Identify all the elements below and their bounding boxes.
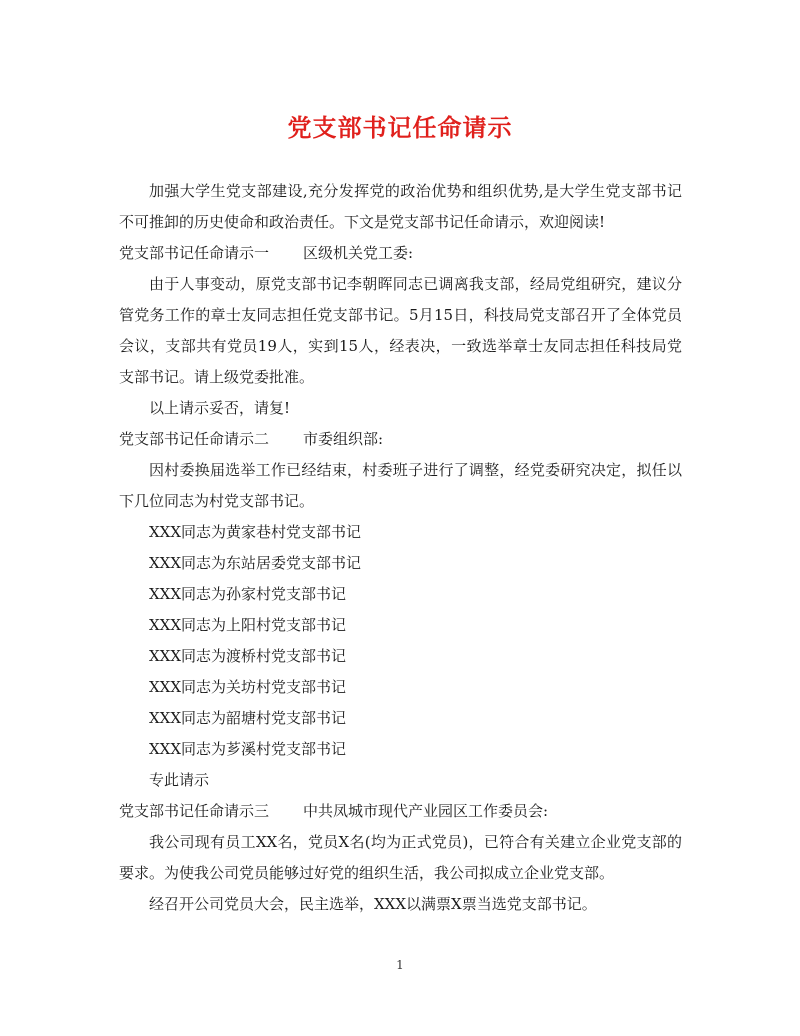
section-closing-2: 专此请示: [149, 771, 210, 789]
list-item: XXX同志为韶塘村党支部书记: [149, 709, 347, 727]
list-item: XXX同志为芗溪村党支部书记: [149, 740, 347, 758]
list-item: XXX同志为渡桥村党支部书记: [149, 647, 347, 665]
list-item: XXX同志为黄家巷村党支部书记: [149, 523, 362, 541]
section-heading-1: [119, 238, 682, 269]
page-number: 1: [396, 958, 404, 972]
document-body: [119, 176, 682, 920]
recipient: 区级机关党工委:: [303, 244, 414, 262]
section-title: 党支部书记任命请示三: [119, 802, 270, 820]
recipient: 市委组织部:: [303, 430, 384, 448]
section-title: 党支部书记任命请示一: [119, 244, 270, 262]
list-item: XXX同志为上阳村党支部书记: [149, 616, 347, 634]
document-title: 党支部书记任命请示: [287, 113, 513, 142]
section-heading-3: [119, 796, 682, 827]
list-item: XXX同志为东站居委党支部书记: [149, 554, 362, 572]
list-item: XXX同志为关坊村党支部书记: [149, 678, 347, 696]
recipient: 中共凤城市现代产业园区工作委员会:: [303, 802, 549, 820]
section-body-1: 由于人事变动，原党支部书记李朝晖同志已调离我支部，经局党组研究，建议分管党务工作的章士友同志担任党支部书记。5月15日，科技局党支部召开了全体党员会议，支部共有党员19人，实到15人，经表决，一致选举章士友同志担任科技局党支部书记。请上级党委批准。: [119, 275, 682, 386]
section-body-3: 我公司现有员工XX名，党员X名(均为正式党员)，已符合有关建立企业党支部的要求。为使我公司党员能够过好党的组织生活，我公司拟成立企业党支部。: [119, 833, 682, 882]
intro-paragraph: 加强大学生党支部建设,充分发挥党的政治优势和组织优势,是大学生党支部书记不可推卸的历史使命和政治责任。下文是党支部书记任命请示，欢迎阅读!: [119, 182, 682, 231]
section-body-2: 因村委换届选举工作已经结束，村委班子进行了调整，经党委研究决定，拟任以下几位同志为村党支部书记。: [119, 461, 682, 510]
section-title: 党支部书记任命请示二: [119, 430, 270, 448]
list-item: XXX同志为孙家村党支部书记: [149, 585, 347, 603]
section-body-3b: 经召开公司党员大会，民主选举，XXX以满票X票当选党支部书记。: [149, 895, 597, 913]
section-heading-2: [119, 424, 682, 455]
section-closing-1: 以上请示妥否，请复!: [149, 399, 291, 417]
